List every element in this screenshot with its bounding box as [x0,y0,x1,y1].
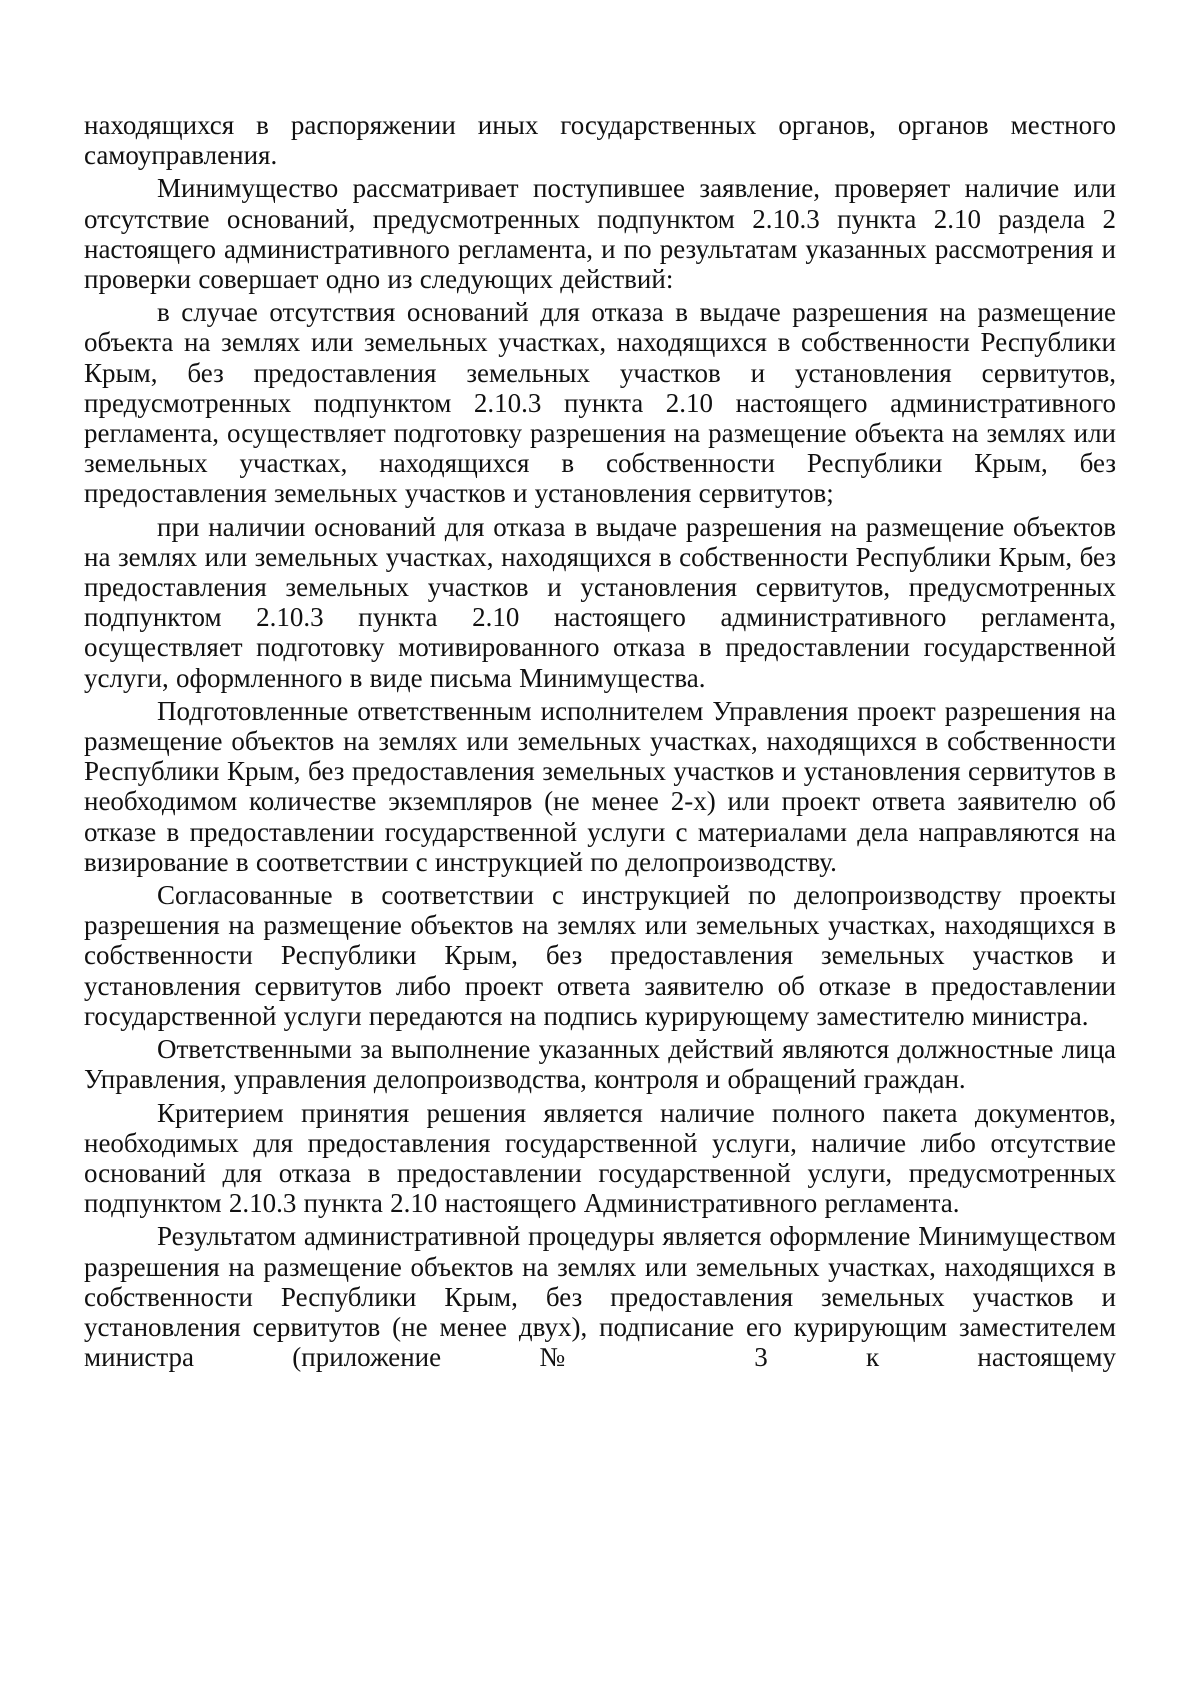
paragraph: Минимущество рассматривает поступившее заявление, проверяет наличие или отсутствие оснований, предусмотренных подпунктом 2.10.3 пункта 2.10 раздела 2 настоящего административного регламента, и по результатам указанных рассмотрения и проверки совершает одно из следующих действий: [84,173,1116,295]
paragraph: при наличии оснований для отказа в выдаче разрешения на размещение объектов на землях или земельных участках, находящихся в собственности Республики Крым, без предоставления земельных участков и установления сервитутов, предусмотренных подпунктом 2.10.3 пункта 2.10 настоящего административного регламента, осуществляет подготовку мотивированного отказа в предоставлении государственной услуги, оформленного в виде письма Минимущества. [84,511,1116,693]
paragraph: находящихся в распоряжении иных государственных органов, органов местного самоуправления. [84,110,1116,171]
paragraph: Критерием принятия решения является наличие полного пакета документов, необходимых для предоставления государственной услуги, наличие либо отсутствие оснований для отказа в предоставлении государственной услуги, предусмотренных подпунктом 2.10.3 пункта 2.10 настоящего Административного регламента. [84,1097,1116,1219]
document-body [84,110,1116,1375]
paragraph: Согласованные в соответствии с инструкцией по делопроизводству проекты разрешения на размещение объектов на землях или земельных участках, находящихся в собственности Республики Крым, без предоставления земельных участков и установления сервитутов либо проект ответа заявителю об отказе в предоставлении государственной услуги передаются на подпись курирующему заместителю министра. [84,880,1116,1031]
paragraph: Ответственными за выполнение указанных действий являются должностные лица Управления, управления делопроизводства, контроля и обращений граждан. [84,1034,1116,1095]
paragraph-continued: Результатом административной процедуры является оформление Минимуществом разрешения на размещение объектов на землях или земельных участках, находящихся в собственности Республики Крым, без предоставления земельных участков и установления сервитутов (не менее двух), подписание его курирующим заместителем министра (приложение № 3 к настоящему [84,1221,1116,1373]
paragraph: в случае отсутствия оснований для отказа в выдаче разрешения на размещение объекта на землях или земельных участках, находящихся в собственности Республики Крым, без предоставления земельных участков и установления сервитутов, предусмотренных подпунктом 2.10.3 пункта 2.10 настоящего административного регламента, осуществляет подготовку разрешения на размещение объекта на землях или земельных участках, находящихся в собственности Республики Крым, без предоставления земельных участков и установления сервитутов; [84,297,1116,509]
paragraph: Подготовленные ответственным исполнителем Управления проект разрешения на размещение объектов на землях или земельных участках, находящихся в собственности Республики Крым, без предоставления земельных участков и установления сервитутов в необходимом количестве экземпляров (не менее 2-х) или проект ответа заявителю об отказе в предоставлении государственной услуги с материалами дела направляются на визирование в соответствии с инструкцией по делопроизводству. [84,695,1116,877]
